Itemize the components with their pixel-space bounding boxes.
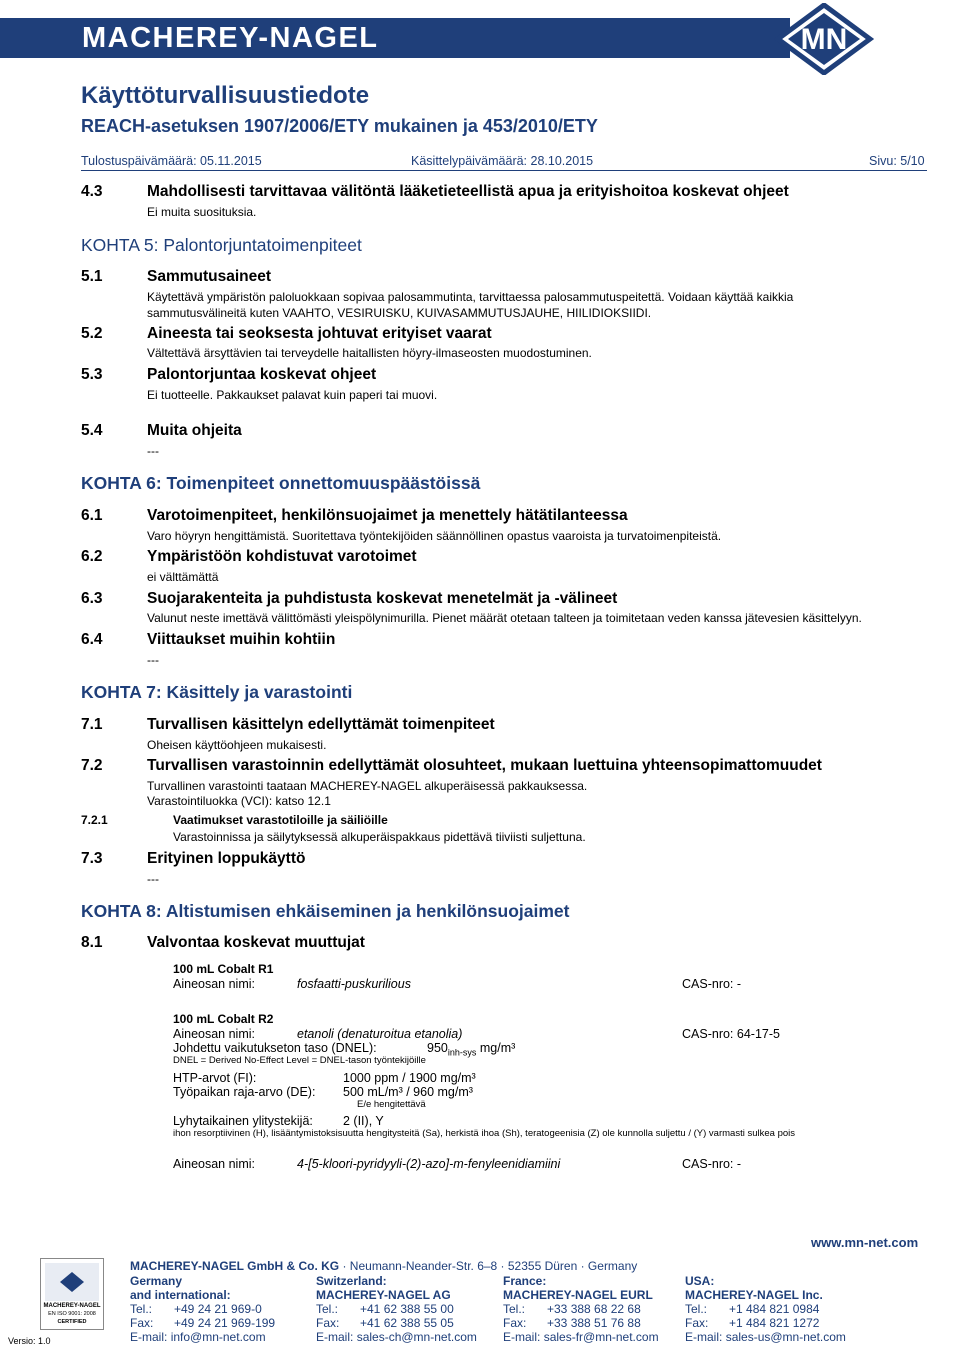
- section-7-3-text: ---: [147, 872, 159, 886]
- section-5-1-heading: 5.1 Sammutusaineet: [81, 268, 272, 285]
- section-5-4-text: ---: [147, 444, 159, 458]
- footer-col-switzerland: Switzerland: MACHEREY-NAGEL AG Tel.: +41 62 388 55 00 Fax: +41 62 388 55 05 E-mail: sales-ch@mn-net.com: [316, 1274, 477, 1344]
- section-6-3-heading: 6.3 Suojarakenteita ja puhdistusta koskevat menetelmät ja -välineet: [81, 590, 618, 607]
- dnel-note: DNEL = Derived No-Effect Level = DNEL-tason työntekijöille: [173, 1055, 426, 1066]
- section-5-3-text: Ei tuotteelle. Pakkaukset palavat kuin paperi tai muovi.: [147, 388, 438, 402]
- processing-date: Käsittelypäivämäärä: 28.10.2015: [411, 154, 594, 168]
- section-7-2-line-2: Varastointiluokka (VCI): katso 12.1: [147, 794, 331, 808]
- page-subtitle: REACH-asetuksen 1907/2006/ETY mukainen ja 453/2010/ETY: [81, 116, 598, 136]
- ly-label: Lyhytaikainen ylitystekijä:: [173, 1114, 313, 1128]
- section-7-1-text: Oheisen käyttöohjeen mukaisesti.: [147, 738, 327, 752]
- section-7-2-heading: 7.2 Turvallisen varastoinnin edellyttämät olosuhteet, mukaan luettuina yhteensopimattomuudet: [81, 757, 822, 774]
- section-6-1-text: Varo höyryn hengittämistä. Suoritettava työntekijöiden säännöllinen opastus vaaroista ja turvatoimenpiteistä.: [147, 529, 722, 543]
- footer-col-germany: Germany and international: Tel.: +49 24 21 969-0 Fax: +49 24 21 969-199 E-mail: info@mn-net.com: [130, 1274, 276, 1344]
- kohta-7-heading: KOHTA 7: Käsittely ja varastointi: [81, 682, 353, 702]
- r3-cas: CAS-nro: -: [682, 1157, 742, 1171]
- print-date: Tulostuspäivämäärä: 05.11.2015: [81, 154, 262, 168]
- section-5-2-text: Vältettävä ärsyttävien tai terveydelle haitallisten höyry-ilmaseosten muodostuminen.: [147, 346, 592, 360]
- footer-website: www.mn-net.com: [811, 1235, 919, 1250]
- section-5-3-heading: 5.3 Palontorjuntaa koskevat ohjeet: [81, 366, 377, 383]
- section-6-2-text: ei välttämättä: [147, 570, 219, 584]
- svg-text:MN: MN: [800, 23, 848, 56]
- section-5-1-line-2: sammutusvälineitä kuten VAAHTO, VESIRUISKU, KUIVASAMMUTUSJAUHE, HIILIDIOKSIIDI.: [147, 306, 652, 320]
- section-5-2-heading: 5.2 Aineesta tai seoksesta johtuvat erityiset vaarat: [81, 325, 492, 342]
- section-7-2-1-number: 7.2.1: [81, 813, 108, 827]
- r3-label: Aineosan nimi:: [173, 1157, 255, 1171]
- dnel-value: $950_{inh-sys}$ mg/m³: [427, 1041, 516, 1058]
- htp-value: 1000 ppm / 1900 mg/m³: [343, 1071, 476, 1085]
- kohta-5-heading: KOHTA 5: Palontorjuntatoimenpiteet: [81, 235, 362, 255]
- version-label: Versio: 1.0: [8, 1336, 51, 1346]
- mn-logo-icon: [774, 3, 874, 75]
- r2-title: 100 mL Cobalt R2: [173, 1012, 274, 1026]
- r2-name: etanoli (denaturoitua etanolia): [297, 1027, 463, 1041]
- page-number: Sivu: 5/10: [869, 154, 925, 168]
- htp-label: HTP-arvot (FI):: [173, 1071, 257, 1085]
- r1-label: Aineosan nimi:: [173, 977, 255, 991]
- footer-company-line: MACHEREY-NAGEL GmbH & Co. KG · Neumann-Neander-Str. 6–8 · 52355 Düren · Germany: [130, 1259, 638, 1273]
- section-6-2-heading: 6.2 Ympäristöön kohdistuvat varotoimet: [81, 548, 417, 565]
- tyo-value: 500 mL/m³ / 960 mg/m³: [343, 1085, 473, 1099]
- header-divider: [81, 170, 927, 171]
- r1-name: fosfaatti-puskurilious: [297, 977, 411, 991]
- r3-name: 4-[5-kloori-pyridyyli-(2)-azo]-m-fenyleenidiamiini: [297, 1157, 561, 1171]
- section-5-4-heading: 5.4 Muita ohjeita: [81, 422, 242, 439]
- section-7-2-1-text: Varastoinnissa ja säilytyksessä alkuperäispakkaus pidettävä tiiviisti suljettuna.: [173, 830, 586, 844]
- section-6-4-text: ---: [147, 653, 159, 667]
- section-7-2-1-title: Vaatimukset varastotiloille ja säiliöille: [173, 813, 388, 827]
- brand-header: [0, 0, 960, 78]
- section-6-3-text: Valunut neste imettävä välittömästi yleispölynimurilla. Pienet määrät otetaan talteen ja toimitetaan veden kanssa jätevesien käsittelyyn.: [147, 611, 862, 625]
- section-7-1-heading: 7.1 Turvallisen käsittelyn edellyttämät toimenpiteet: [81, 716, 495, 733]
- r2-label: Aineosan nimi:: [173, 1027, 255, 1041]
- ly-value: 2 (II), Y: [343, 1114, 384, 1128]
- footer-col-france: France: MACHEREY-NAGEL EURL Tel.: +33 388 68 22 68 Fax: +33 388 51 76 88 E-mail: sales-fr@mn-net.com: [503, 1274, 659, 1344]
- footer-col-usa: USA: MACHEREY-NAGEL Inc. Tel.: +1 484 821 0984 Fax: +1 484 821 1272 E-mail: sales-us@mn-net.com: [685, 1274, 846, 1344]
- cert-mn-icon: [59, 1271, 85, 1293]
- section-4-3-heading: 4.3 Mahdollisesti tarvittavaa välitöntä lääketieteellistä apua ja erityishoitoa koskevat ohjeet: [81, 183, 789, 200]
- r1-title: 100 mL Cobalt R1: [173, 962, 274, 976]
- r2-cas: CAS-nro: 64-17-5: [682, 1027, 780, 1041]
- r1-cas: CAS-nro: -: [682, 977, 742, 991]
- section-5-1-line-1: Käytettävä ympäristön paloluokkaan sopivaa palosammutinta, tarvittaessa palosammutuspeitettä. Voidaan käyttää kaikkia: [147, 290, 794, 304]
- section-6-1-heading: 6.1 Varotoimenpiteet, henkilönsuojaimet ja menettely hätätilanteessa: [81, 507, 628, 524]
- section-8-1-heading: 8.1 Valvontaa koskevat muuttujat: [81, 934, 365, 951]
- tyo-note: E/e hengitettävä: [357, 1099, 426, 1110]
- dnel-label: Johdettu vaikutukseton taso (DNEL):: [173, 1041, 377, 1055]
- section-7-3-heading: 7.3 Erityinen loppukäyttö: [81, 850, 306, 867]
- page-title: Käyttöturvallisuustiedote: [81, 82, 370, 109]
- kohta-8-heading: KOHTA 8: Altistumisen ehkäiseminen ja henkilönsuojaimet: [81, 901, 570, 921]
- kohta-6-heading: KOHTA 6: Toimenpiteet onnettomuuspäästöissä: [81, 473, 481, 493]
- tyo-label: Työpaikan raja-arvo (DE):: [173, 1085, 316, 1099]
- iso-certificate-badge: MACHEREY-NAGEL EN ISO 9001: 2008 CERTIFIED: [40, 1258, 104, 1330]
- r2-notes: ihon resorptiivinen (H), lisääntymistoksisuutta hengitysteitä (Sa), herkistä ihoa (Sh), teratogeenisia (Z) ole kunnolla suljettu / (Y) varmasti sulkea pois: [173, 1128, 795, 1139]
- brand-name: MACHEREY-NAGEL: [82, 22, 379, 54]
- section-7-2-line-1: Turvallinen varastointi taataan MACHEREY-NAGEL alkuperäisessä pakkauksessa.: [147, 779, 588, 793]
- section-4-3-text: Ei muita suosituksia.: [147, 205, 257, 219]
- section-6-4-heading: 6.4 Viittaukset muihin kohtiin: [81, 631, 336, 648]
